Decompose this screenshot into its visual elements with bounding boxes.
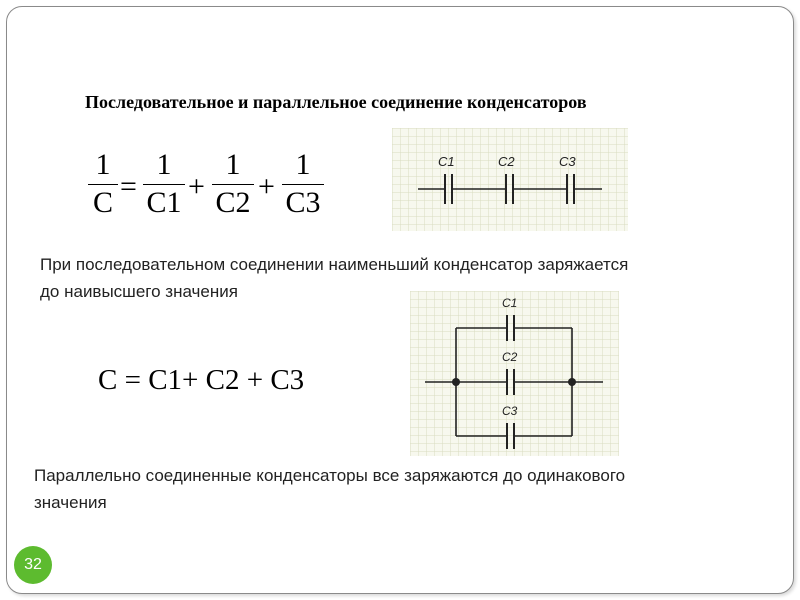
fraction-denominator: C3 bbox=[285, 186, 321, 219]
fraction-lhs bbox=[88, 150, 118, 218]
page-number-badge: 32 bbox=[14, 546, 52, 584]
capacitor-label-c1: C1 bbox=[502, 296, 518, 310]
series-text-line-2: до наивысшего значения bbox=[40, 282, 238, 301]
parallel-text-line-1: Параллельно соединенные конденсаторы все заряжаются до одинакового bbox=[34, 466, 626, 485]
parallel-formula: C = C1+ C2 + C3 bbox=[98, 364, 305, 396]
fraction-c1 bbox=[143, 150, 185, 218]
fraction-denominator: C bbox=[92, 186, 113, 219]
fraction-bar bbox=[282, 184, 324, 185]
fraction-numerator: 1 bbox=[225, 148, 241, 181]
fraction-c2 bbox=[212, 150, 254, 218]
plus-sign: + bbox=[188, 170, 205, 203]
junction-dot bbox=[452, 378, 460, 386]
capacitor-label-c3: C3 bbox=[502, 404, 518, 418]
fraction-bar bbox=[88, 184, 118, 185]
fraction-numerator: 1 bbox=[156, 148, 172, 181]
junction-dot bbox=[568, 378, 576, 386]
fraction-bar bbox=[143, 184, 185, 185]
fraction-c3 bbox=[282, 150, 324, 218]
capacitor-label-c2: C2 bbox=[498, 154, 515, 169]
series-text-line-1: При последовательном соединении наименьший конденсатор заряжается bbox=[40, 255, 629, 274]
capacitor-label-c2: C2 bbox=[502, 350, 518, 364]
fraction-denominator: C2 bbox=[215, 186, 251, 219]
grid-lines bbox=[392, 128, 628, 231]
series-circuit-diagram bbox=[392, 128, 628, 231]
fraction-numerator: 1 bbox=[295, 148, 311, 181]
fraction-numerator: 1 bbox=[95, 148, 111, 181]
capacitor-label-c3: C3 bbox=[559, 154, 576, 169]
parallel-text-line-2: значения bbox=[34, 493, 107, 512]
fraction-denominator: C1 bbox=[146, 186, 182, 219]
fraction-bar bbox=[212, 184, 254, 185]
equals-sign: = bbox=[120, 170, 137, 203]
plus-sign: + bbox=[258, 170, 275, 203]
slide-title: Последовательное и параллельное соединение конденсаторов bbox=[85, 92, 587, 112]
capacitor-label-c1: C1 bbox=[438, 154, 455, 169]
parallel-circuit-diagram bbox=[410, 291, 619, 456]
